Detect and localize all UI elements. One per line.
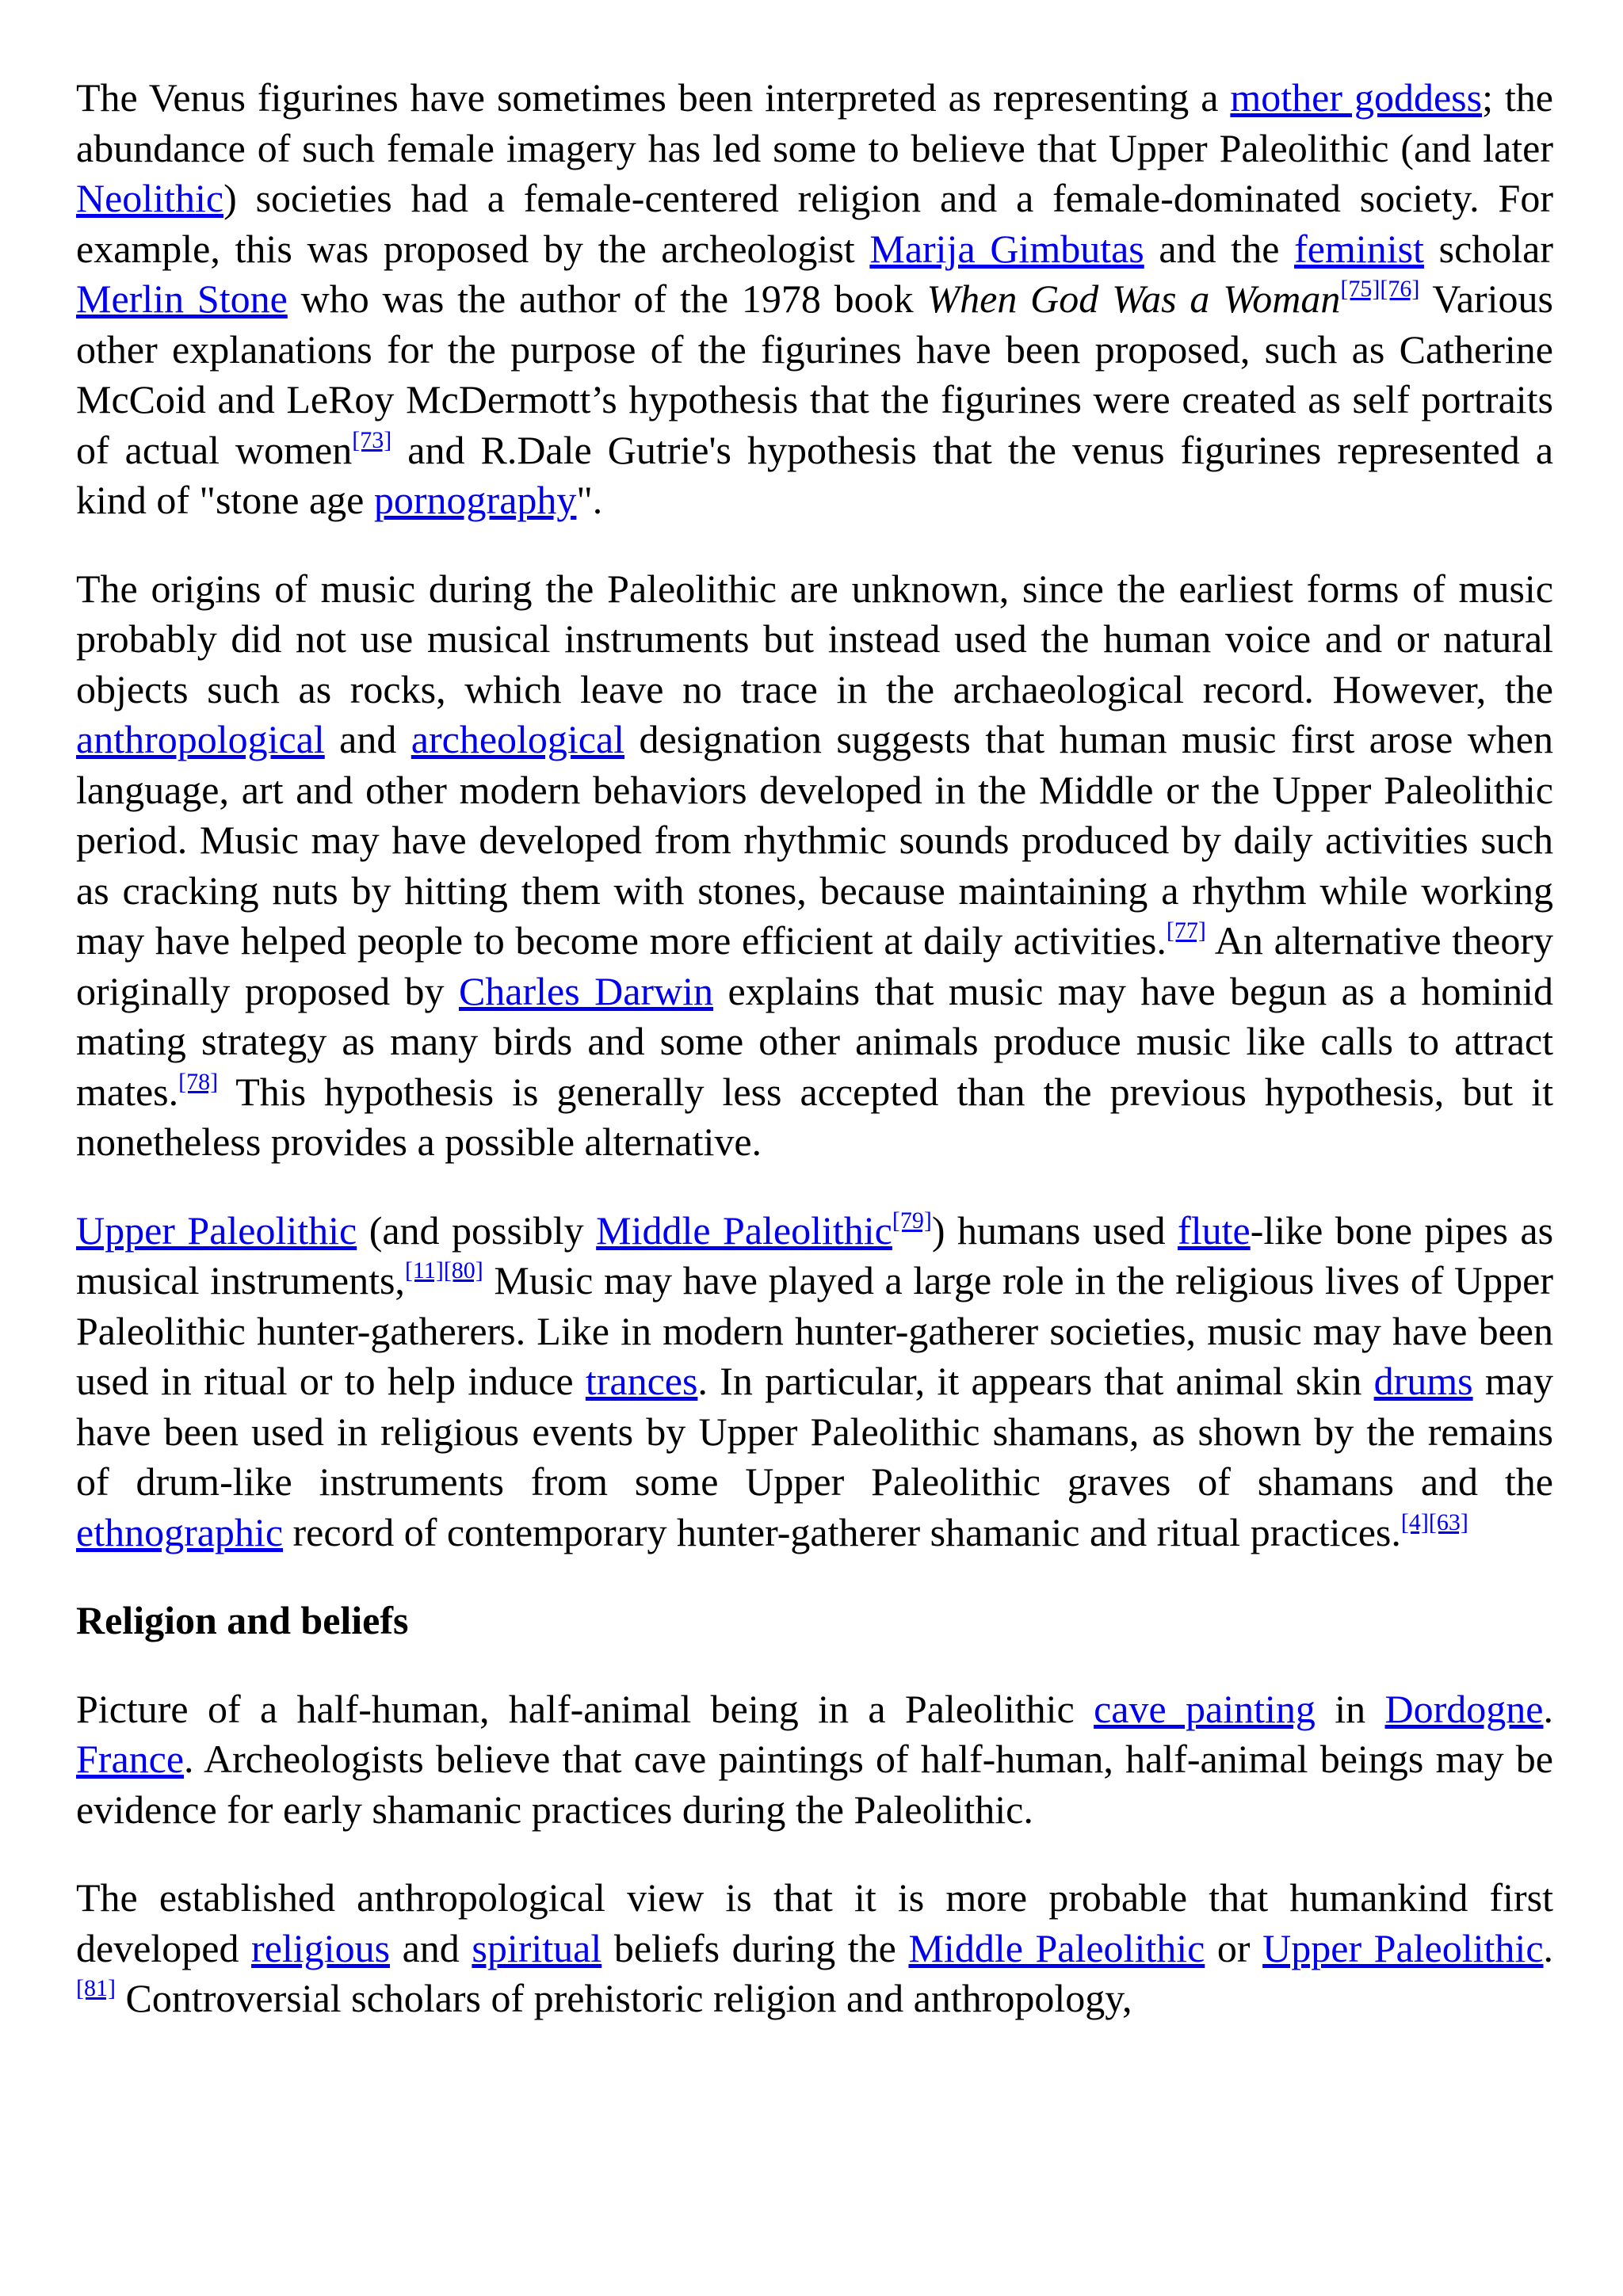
text: An alternative theory originally proposed by (76, 918, 1553, 1013)
link-upper-paleolithic[interactable]: Upper Paleolithic (1262, 1925, 1544, 1970)
link-spiritual[interactable]: spiritual (472, 1925, 602, 1970)
text: or (1205, 1925, 1263, 1970)
paragraph-origins-of-music (76, 564, 1553, 1168)
text: designation suggests that human music first arose when language, art and other modern behaviors developed in the Middle or the Upper Paleolithic period. Music may have developed from rhythmic sounds produced by daily activities such as cracking nuts by hitting them with stones, because maintaining a rhythm while working may have helped people to become more efficient at daily activities. (76, 717, 1553, 963)
citation (178, 1069, 218, 1095)
text: -like bone pipes as musical instruments, (76, 1207, 1554, 1302)
text: The origins of music during the Paleolithic are unknown, since the earliest forms of music probably did not use musical instruments but instead used the human voice and or natural objects such as rocks, which leave no trace in the archaeological record. However, the (76, 566, 1553, 711)
citation-81[interactable]: [81] (76, 1975, 116, 2001)
text: explains that music may have begun as a hominid mating strategy as many birds and some other animals produce music like calls to attract mates. (76, 968, 1553, 1114)
text: beliefs during the (601, 1925, 909, 1970)
paragraph-venus-figurines (76, 73, 1553, 526)
citation-73[interactable]: [73] (352, 426, 392, 453)
text: This hypothesis is generally less accepted than the previous hypothesis, but it nonetheless provides a possible alternative. (76, 1069, 1553, 1164)
text: and (324, 717, 411, 761)
link-archeological[interactable]: archeological (411, 717, 625, 761)
text: record of contemporary hunter-gatherer shamanic and ritual practices. (283, 1509, 1401, 1554)
text: ) societies had a female-centered religion and a female-dominated society. For example, this was proposed by the archeologist (76, 176, 1553, 271)
link-drums[interactable]: drums (1373, 1359, 1473, 1403)
link-dordogne[interactable]: Dordogne (1384, 1686, 1544, 1731)
link-pornography[interactable]: pornography (373, 478, 577, 522)
text: . Archeologists believe that cave paintings of half-human, half-animal beings may be evidence for early shamanic practices during the Paleolithic. (76, 1737, 1553, 1832)
text: ; the abundance of such female imagery has led some to believe that Upper Paleolithic (and later (76, 75, 1553, 170)
text: . (1543, 1686, 1553, 1731)
text: . In particular, it appears that animal skin (697, 1359, 1374, 1403)
link-mother-goddess[interactable]: mother goddess (1230, 75, 1483, 120)
citation (1340, 276, 1419, 302)
link-middle-paleolithic[interactable]: Middle Paleolithic (596, 1207, 892, 1253)
citation-4[interactable]: [4] (1400, 1508, 1429, 1535)
link-france[interactable]: France (76, 1737, 185, 1781)
text: and the (1144, 226, 1295, 271)
text: Music may have played a large role in the religious lives of Upper Paleolithic hunter-gatherers. Like in modern hunter-gatherer societies, music may have been used in ritual or to help induce (76, 1258, 1554, 1403)
text: The Venus figurines have sometimes been interpreted as representing a (76, 75, 1231, 120)
link-middle-paleolithic[interactable]: Middle Paleolithic (908, 1925, 1205, 1970)
section-heading: Religion and beliefs (76, 1598, 409, 1642)
link-flute[interactable]: flute (1178, 1207, 1251, 1253)
link-charles-darwin[interactable]: Charles Darwin (458, 968, 714, 1013)
citation-80[interactable]: [80] (443, 1257, 483, 1283)
text: Controversial scholars of prehistoric religion and anthropology, (115, 1976, 1132, 2020)
link-cave-painting[interactable]: cave painting (1094, 1686, 1316, 1731)
text: and R.Dale Gutrie's hypothesis that the venus figurines represented a kind of "stone age (76, 427, 1554, 522)
link-anthropological[interactable]: anthropological (76, 717, 325, 761)
citation-78[interactable]: [78] (178, 1068, 219, 1095)
citation-77[interactable]: [77] (1166, 917, 1206, 944)
text: Picture of a half-human, half-animal being in a Paleolithic (76, 1686, 1094, 1731)
text: . (1543, 1925, 1554, 1970)
citation-76[interactable]: [76] (1380, 276, 1420, 302)
link-trances[interactable]: trances (585, 1359, 698, 1403)
text: ) humans used (931, 1207, 1178, 1253)
citation-11[interactable]: [11] (404, 1257, 444, 1283)
article-body (76, 73, 1553, 2062)
text: ". (576, 478, 603, 522)
citation-79[interactable]: [79] (892, 1207, 932, 1234)
citation (405, 1257, 483, 1283)
link-upper-paleolithic[interactable]: Upper Paleolithic (76, 1207, 357, 1253)
text: who was the author of the 1978 book (287, 277, 927, 321)
text: and (390, 1925, 472, 1970)
citation (352, 427, 391, 453)
paragraph-musical-instruments (76, 1206, 1553, 1558)
link-feminist[interactable]: feminist (1294, 226, 1424, 271)
text: Various other explanations for the purpose of the figurines have been proposed, such as Catherine McCoid and LeRoy McDermott’s hypothesis that the figurines were created as self portraits of actual women (76, 277, 1554, 472)
text: (and possibly (357, 1207, 597, 1253)
citation (76, 1975, 116, 2001)
citation-63[interactable]: [63] (1428, 1508, 1468, 1535)
text: may have been used in religious events by Upper Paleolithic shamans, as shown by the remains of drum-like instruments from some Upper Paleolithic graves of shamans and the (76, 1359, 1553, 1504)
link-religious[interactable]: religious (251, 1925, 391, 1970)
citation (892, 1207, 932, 1234)
link-merlin-stone[interactable]: Merlin Stone (76, 277, 288, 321)
citation (1401, 1509, 1468, 1535)
paragraph-cave-painting-caption (76, 1684, 1553, 1836)
text: in (1315, 1686, 1385, 1731)
citation (1167, 917, 1206, 944)
citation-75[interactable]: [75] (1340, 276, 1381, 302)
link-ethnographic[interactable]: ethnographic (76, 1509, 284, 1554)
book-title: When God Was a Woman (926, 277, 1341, 321)
text: The established anthropological view is that it is more probable that humankind first developed (76, 1875, 1553, 1970)
text: scholar (1423, 226, 1553, 271)
link-marija-gimbutas[interactable]: Marija Gimbutas (869, 226, 1144, 271)
link-neolithic[interactable]: Neolithic (76, 176, 224, 220)
paragraph-religious-beliefs (76, 1873, 1553, 2024)
